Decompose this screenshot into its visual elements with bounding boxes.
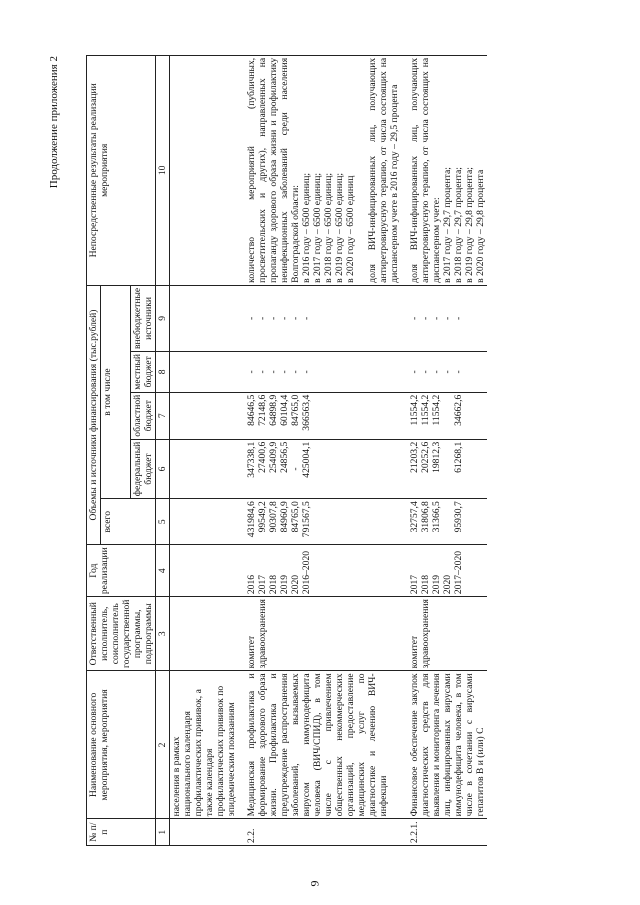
col-number: 8 [156, 351, 170, 392]
col-number: 6 [156, 439, 170, 499]
header-num: № п/п [87, 819, 156, 846]
table-row [401, 55, 487, 845]
row-name: Медицинская профилактика и формирование здорового образа жизни. Профилактика и предупреждение распространения заболеваний, вызываемых вирусом иммунодефицита человека (ВИЧ/СПИД), в том числе с привлечением общественных некоммерческих организаций, предоставление медицинских услуг по диагностике и лечению ВИЧ-инфекции [238, 671, 401, 819]
col-number: 4 [156, 545, 170, 597]
col-number: 1 [156, 819, 170, 846]
row-regional: 84646,5 72148,6 64898,9 60104,4 84765,0 366563,4 [238, 392, 401, 439]
row-local: - - - - - [401, 351, 487, 392]
page-number: 9 [307, 880, 322, 887]
header-federal: федеральный бюджет [131, 439, 156, 499]
continuation-note: Продолжение приложения 2 [48, 56, 60, 189]
row-results: количество мероприятий (публичных, просветительских и других), направленных на пропаганду здорового образа жизни и профилактику неинфекционных заболеваний среди населения Волгоградской области: в 2016 году – 6500 единиц; в 2017 году – 6500 единиц; в 2018 году – 6500 единиц; в 2019 году – 6500 единиц; в 2020 году – 6500 единиц доля ВИЧ-инфицированных лиц, получающих антиретровирусную терапию, от числа состоящих на диспансерном учете в 2016 году – 29,5 процента [238, 55, 401, 285]
header-regional: областной бюджет [131, 392, 156, 439]
row-total: 32757,4 31806,8 31366,5 95930,7 [401, 499, 487, 545]
row-years: 2017 2018 2019 2020 2017–2020 [401, 545, 487, 597]
row-federal: 21203,2 20252,6 19812,3 61268,1 [401, 439, 487, 499]
header-name: Наименование основного мероприятия, мероприятия [87, 671, 156, 819]
col-number: 9 [156, 285, 170, 351]
col-number: 10 [156, 55, 170, 285]
row-name: Финансовое обеспечение закупок диагностических средств для выявления и мониторинга лечения лиц, инфицированных вирусами иммунодефицита человека, в том числе в сочетании с вирусами гепатитов В и (или) С [401, 671, 487, 819]
col-number: 2 [156, 671, 170, 819]
header-extra: внебюджетные источники [131, 285, 156, 351]
row-years: 2016 2017 2018 2019 2020 2016–2020 [238, 545, 401, 597]
header-results: Непосредственные результаты реализации мероприятия [87, 55, 156, 285]
col-number: 5 [156, 499, 170, 545]
row-regional: 11554,2 11554,2 11554,2 34662,6 [401, 392, 487, 439]
rotated-content [48, 46, 628, 846]
header-total: всего [101, 499, 156, 545]
header-local: местный бюджет [131, 351, 156, 392]
row-extra: - - - - - [401, 285, 487, 351]
row-num [170, 819, 239, 846]
program-table [86, 55, 487, 846]
row-extra: - - - - - - [238, 285, 401, 351]
col-number: 3 [156, 597, 170, 671]
row-num: 2.2. [238, 819, 401, 846]
col-number: 7 [156, 392, 170, 439]
table-row [238, 55, 401, 845]
row-num: 2.2.1. [401, 819, 487, 846]
header-year: Год реализации [87, 545, 156, 597]
header-funding: Объемы и источники финансирования (тыс.рублей) [87, 285, 101, 544]
row-total: 431984,6 99549,2 90307,8 84960,9 84765,0 791567,5 [238, 499, 401, 545]
header-executor: Ответственный исполнитель, соисполнитель государственной программы, подпрограммы [87, 597, 156, 671]
row-executor: комитет здравоохранения [238, 597, 401, 671]
table-row [170, 55, 239, 845]
row-name: населения в рамках национального календаря профилактических прививок, а также календаря профилактических прививок по эпидемическим показаниям [170, 671, 239, 819]
row-results: доля ВИЧ-инфицированных лиц, получающих антиретровирусную терапию, от числа состоящих на диспансерном учете: в 2017 году – 29,7 процента; в 2018 году – 29,7 процента; в 2019 году – 29,8 процента; в 2020 году – 29,8 процента [401, 55, 487, 285]
row-federal: 347338,1 27400,6 25409,9 24856,5 - 425004,1 [238, 439, 401, 499]
row-local: - - - - - - [238, 351, 401, 392]
row-executor: комитет здравоохранения [401, 597, 487, 671]
header-including: в том числе [101, 285, 131, 498]
